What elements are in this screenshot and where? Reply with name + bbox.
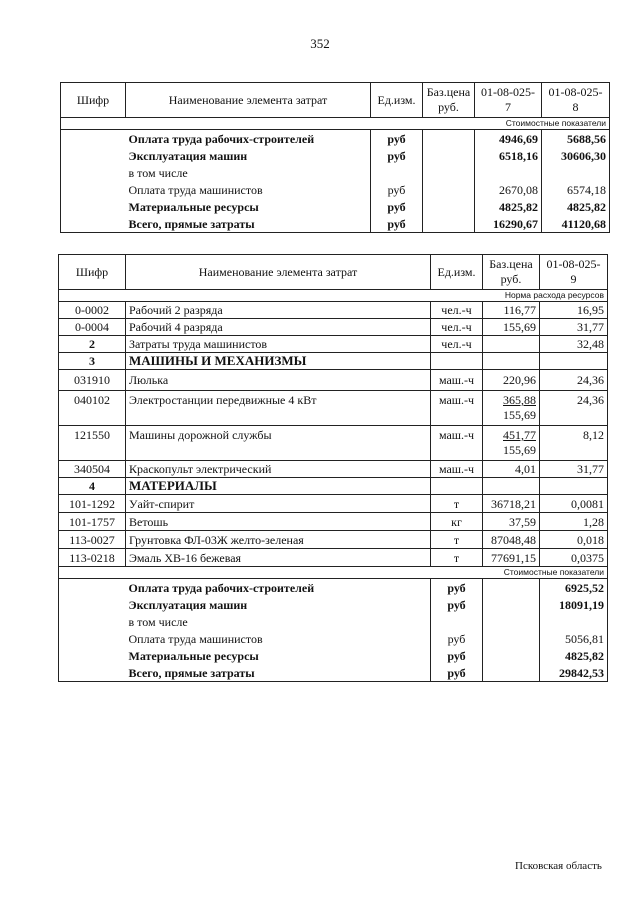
row-code: 113-0218 xyxy=(59,549,126,567)
subheader-row xyxy=(59,290,608,302)
subheader-cost: Стоимостные показатели xyxy=(61,118,610,130)
header-col1-line1: 01-08-025- xyxy=(481,85,535,99)
header-col xyxy=(540,255,608,290)
total-name: Всего, прямые затраты xyxy=(126,664,431,682)
total-row xyxy=(59,664,608,682)
header-unit: Ед.изм. xyxy=(371,83,423,118)
row-name: Грунтовка ФЛ-03Ж желто-зеленая xyxy=(126,531,431,549)
total-value: 18091,19 xyxy=(540,596,608,613)
subheader-row xyxy=(61,118,610,130)
row-name: Затраты труда машинистов xyxy=(126,336,431,353)
row-unit: маш.-ч xyxy=(431,461,483,478)
row-value-2: 6574,18 xyxy=(542,181,610,198)
header-price xyxy=(423,83,475,118)
row-code: 2 xyxy=(59,336,126,353)
row-value-1: 4946,69 xyxy=(475,130,542,148)
row-code: 040102 xyxy=(59,391,126,426)
row-unit: маш.-ч xyxy=(431,391,483,426)
total-value: 6925,52 xyxy=(540,579,608,597)
table-row xyxy=(59,426,608,461)
row-price: 155,69 xyxy=(483,319,540,336)
cost-table-1 xyxy=(60,82,610,233)
row-name: в том числе xyxy=(126,164,371,181)
header-col2-line2: 8 xyxy=(572,100,579,114)
row-price: 116,77 xyxy=(483,302,540,319)
row-value: 8,12 xyxy=(540,426,608,461)
row-price-main: 451,77 xyxy=(503,428,536,442)
row-price xyxy=(483,391,540,426)
row-code: 101-1292 xyxy=(59,495,126,513)
subheader-cost: Стоимостные показатели xyxy=(59,567,608,579)
section-code: 3 xyxy=(59,353,126,370)
header-col-line1: 01-08-025- xyxy=(546,257,601,271)
row-value: 24,36 xyxy=(540,370,608,391)
row-value-1: 16290,67 xyxy=(475,215,542,233)
total-unit: руб xyxy=(431,596,483,613)
row-name: Рабочий 2 разряда xyxy=(126,302,431,319)
table-row xyxy=(59,336,608,353)
region-footer: Псковская область xyxy=(515,860,602,872)
row-value-2: 30606,30 xyxy=(542,147,610,164)
row-unit: чел.-ч xyxy=(431,336,483,353)
total-value: 5056,81 xyxy=(540,630,608,647)
row-code: 121550 xyxy=(59,426,126,461)
total-unit: руб xyxy=(431,630,483,647)
row-code: 101-1757 xyxy=(59,513,126,531)
total-row xyxy=(59,596,608,613)
table-header-row xyxy=(61,83,610,118)
header-col2-line1: 01-08-025- xyxy=(548,85,603,99)
row-unit: т xyxy=(431,531,483,549)
header-price-line2: руб. xyxy=(500,272,522,286)
header-price-line2: руб. xyxy=(438,100,459,114)
row-price: 87048,48 xyxy=(483,531,540,549)
header-name: Наименование элемента затрат xyxy=(126,255,431,290)
subheader-row xyxy=(59,567,608,579)
table-row xyxy=(59,391,608,426)
row-unit: т xyxy=(431,549,483,567)
header-col2 xyxy=(542,83,610,118)
total-name: Оплата труда машинистов xyxy=(126,630,431,647)
table-header-row xyxy=(59,255,608,290)
table-row xyxy=(61,164,610,181)
row-name: Оплата труда рабочих-строителей xyxy=(126,130,371,148)
row-unit: чел.-ч xyxy=(431,319,483,336)
row-name: Материальные ресурсы xyxy=(126,198,371,215)
total-row xyxy=(59,647,608,664)
total-value: 4825,82 xyxy=(540,647,608,664)
table-row xyxy=(59,549,608,567)
total-unit: руб xyxy=(431,664,483,682)
row-value-1: 6518,16 xyxy=(475,147,542,164)
row-price: 220,96 xyxy=(483,370,540,391)
row-value: 1,28 xyxy=(540,513,608,531)
table-row xyxy=(61,181,610,198)
row-value: 24,36 xyxy=(540,391,608,426)
table-row xyxy=(59,302,608,319)
row-price: 4,01 xyxy=(483,461,540,478)
row-value: 31,77 xyxy=(540,319,608,336)
row-name: Рабочий 4 разряда xyxy=(126,319,431,336)
total-unit: руб xyxy=(431,579,483,597)
row-value-1: 2670,08 xyxy=(475,181,542,198)
row-price: 77691,15 xyxy=(483,549,540,567)
row-name: Краскопульт электрический xyxy=(126,461,431,478)
header-price-line1: Баз.цена xyxy=(426,85,471,99)
table-row xyxy=(59,461,608,478)
row-code: 0-0002 xyxy=(59,302,126,319)
table-row xyxy=(59,495,608,513)
section-row xyxy=(59,478,608,495)
table-row xyxy=(59,319,608,336)
section-title: МАШИНЫ И МЕХАНИЗМЫ xyxy=(126,353,431,370)
total-row xyxy=(59,613,608,630)
row-name: Всего, прямые затраты xyxy=(126,215,371,233)
section-row xyxy=(59,353,608,370)
row-unit: маш.-ч xyxy=(431,370,483,391)
row-unit: руб xyxy=(371,215,423,233)
row-name: Эмаль ХВ-16 бежевая xyxy=(126,549,431,567)
table-row xyxy=(61,130,610,148)
total-name: Эксплуатация машин xyxy=(126,596,431,613)
header-code: Шифр xyxy=(59,255,126,290)
table-row xyxy=(59,370,608,391)
row-value: 0,018 xyxy=(540,531,608,549)
row-unit: руб xyxy=(371,147,423,164)
header-name: Наименование элемента затрат xyxy=(126,83,371,118)
total-name: Оплата труда рабочих-строителей xyxy=(126,579,431,597)
row-code: 113-0027 xyxy=(59,531,126,549)
row-value: 31,77 xyxy=(540,461,608,478)
row-code: 340504 xyxy=(59,461,126,478)
row-name: Люлька xyxy=(126,370,431,391)
row-value-2: 4825,82 xyxy=(542,198,610,215)
row-unit: кг xyxy=(431,513,483,531)
section-code: 4 xyxy=(59,478,126,495)
table-row xyxy=(59,513,608,531)
row-value-2: 41120,68 xyxy=(542,215,610,233)
row-value: 0,0375 xyxy=(540,549,608,567)
row-name: Машины дорожной службы xyxy=(126,426,431,461)
cost-table-2 xyxy=(58,254,608,682)
row-value: 32,48 xyxy=(540,336,608,353)
row-price xyxy=(483,426,540,461)
row-code: 0-0004 xyxy=(59,319,126,336)
header-price-line1: Баз.цена xyxy=(489,257,533,271)
row-name: Электростанции передвижные 4 кВт xyxy=(126,391,431,426)
row-value-1: 4825,82 xyxy=(475,198,542,215)
total-name: Материальные ресурсы xyxy=(126,647,431,664)
row-unit: маш.-ч xyxy=(431,426,483,461)
table-row xyxy=(61,147,610,164)
row-name: Уайт-спирит xyxy=(126,495,431,513)
row-name: Ветошь xyxy=(126,513,431,531)
row-unit: руб xyxy=(371,198,423,215)
table-row xyxy=(59,531,608,549)
total-row xyxy=(59,579,608,597)
row-value: 16,95 xyxy=(540,302,608,319)
table-row xyxy=(61,198,610,215)
section-title: МАТЕРИАЛЫ xyxy=(126,478,431,495)
row-code: 031910 xyxy=(59,370,126,391)
subheader-norm: Норма расхода ресурсов xyxy=(59,290,608,302)
page-number: 352 xyxy=(310,36,330,51)
row-unit: т xyxy=(431,495,483,513)
header-unit: Ед.изм. xyxy=(431,255,483,290)
row-price-sub: 155,69 xyxy=(503,443,536,457)
row-name: Эксплуатация машин xyxy=(126,147,371,164)
row-value: 0,0081 xyxy=(540,495,608,513)
total-value: 29842,53 xyxy=(540,664,608,682)
total-row xyxy=(59,630,608,647)
row-name: Оплата труда машинистов xyxy=(126,181,371,198)
total-unit: руб xyxy=(431,647,483,664)
header-code: Шифр xyxy=(61,83,126,118)
row-value-2: 5688,56 xyxy=(542,130,610,148)
total-name: в том числе xyxy=(126,613,431,630)
row-unit: руб xyxy=(371,181,423,198)
row-price-sub: 155,69 xyxy=(503,408,536,422)
header-col1-line2: 7 xyxy=(505,100,511,114)
row-unit: руб xyxy=(371,130,423,148)
row-unit: чел.-ч xyxy=(431,302,483,319)
header-price xyxy=(483,255,540,290)
header-col-line2: 9 xyxy=(570,272,577,286)
row-price-main: 365,88 xyxy=(503,393,536,407)
row-price: 36718,21 xyxy=(483,495,540,513)
header-col1 xyxy=(475,83,542,118)
row-price: 37,59 xyxy=(483,513,540,531)
table-row xyxy=(61,215,610,233)
